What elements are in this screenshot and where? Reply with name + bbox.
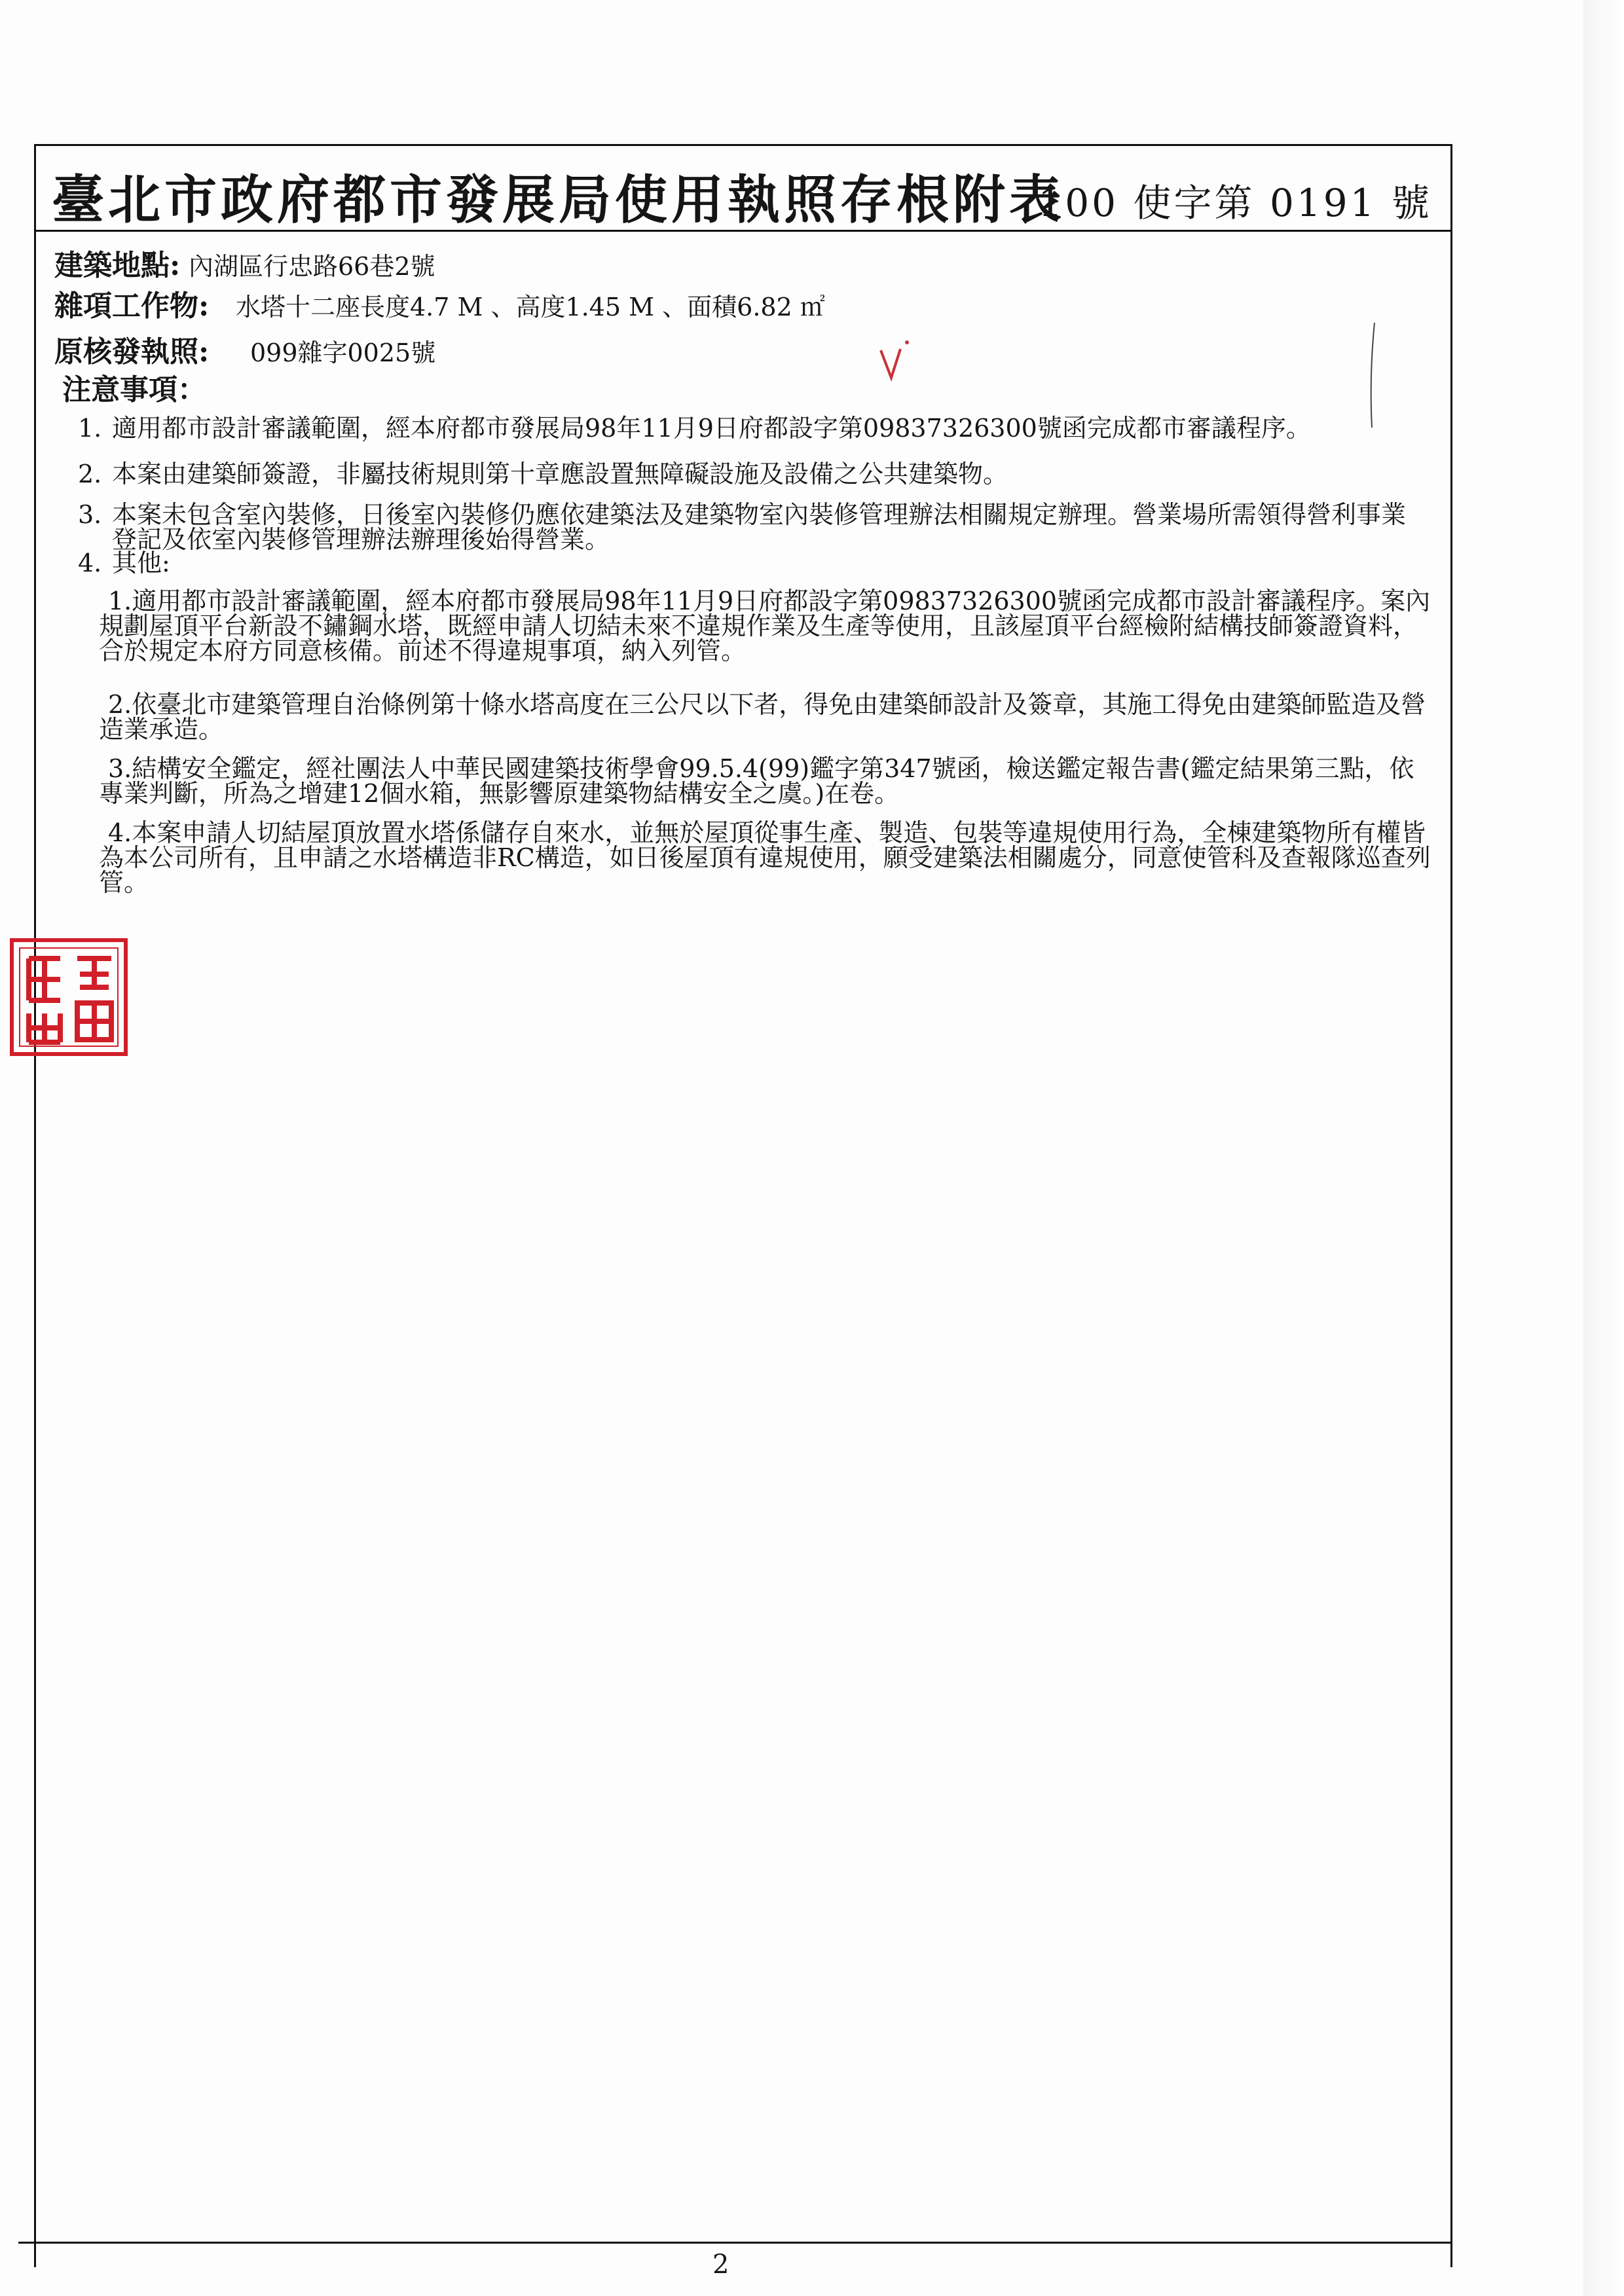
form-frame [34,144,1452,2267]
note-item [78,502,1427,552]
sub-note-4: 4.本案申請人切結屋頂放置水塔係儲存自來水，並無於屋頂從事生產、製造、包裝等違規使用行為，全棟建築物所有權皆為本公司所有，且申請之水塔構造非RC構造，如日後屋頂有違規使用，願受建築法相關處分，同意使管科及查報隊巡查列管。 [99,818,1431,897]
red-pen-mark [868,337,913,390]
note-text: 其他: [112,549,170,577]
page-number: 2 [712,2250,729,2280]
sub-note-3: 3.結構安全鑑定，經社團法人中華民國建築技術學會99.5.4(99)鑑字第347號函，檢送鑑定報告書(鑑定結果第三點，依專業判斷，所為之增建12個水箱，無影響原建築物結構安全之虞。)在卷。 [99,754,1414,808]
notes-heading: 注意事項： [62,373,206,407]
bottom-rule [18,2242,1452,2244]
note-text: 本案未包含室內裝修，日後室內裝修仍應依建築法及建築物室內裝修管理辦法相關規定辦理。營業場所需領得營利事業登記及依室內裝修管理辦法辦理後始得營業。 [112,500,1407,554]
field-value: 099雜字0025號 [249,338,436,367]
sub-note-1: 1.適用都市設計審議範圍，經本府都市發展局98年11月9日府都設字第09837326300號函完成都市設計審議程序。案內規劃屋頂平台新設不鏽鋼水塔，既經申請人切結未來不違規作業及生產等使用，且該屋頂平台經檢附結構技師簽證資料，合於規定本府方同意核備。前述不得違規事項，納入列管。 [99,587,1431,665]
note-number: 2. [78,460,102,488]
sub-note-2: 2.依臺北市建築管理自治條例第十條水塔高度在三公尺以下者，得免由建築師設計及簽章，其施工得免由建築師監造及營造業承造。 [99,690,1426,744]
field-misc-structure [54,282,825,324]
note-text: 本案由建築師簽證，非屬技術規則第十章應設置無障礙設施及設備之公共建築物。 [112,460,1008,488]
note-item [78,551,1427,575]
field-label: 雜項工作物: [54,289,210,323]
note-text: 適用都市設計審議範圍，經本府都市發展局98年11月9日府都設字第09837326300號函完成都市審議程序。 [112,414,1311,443]
title-row [36,146,1450,232]
seal-icon [7,935,131,1059]
note-number: 3. [78,500,102,529]
note-item [78,462,1427,486]
field-value: 水塔十二座長度4.7 M 、高度1.45 M 、面積6.82 ㎡ [235,293,825,321]
field-label: 原核發執照: [54,335,210,369]
document-number: 100 使字第 0191 號 [1038,181,1432,225]
pen-tick-mark [1365,323,1378,428]
note-number: 1. [78,414,102,443]
field-value: 內湖區行忠路66巷2號 [188,252,435,281]
note-number: 4. [78,549,102,577]
scan-edge [1583,0,1624,2296]
note-item [78,416,1427,441]
official-seal-stamp [7,935,131,1059]
document-title: 臺北市政府都市發展局使用執照存根附表 [52,169,1065,230]
field-building-location [54,242,435,283]
field-label: 建築地點: [54,249,181,282]
field-original-permit [54,328,435,370]
